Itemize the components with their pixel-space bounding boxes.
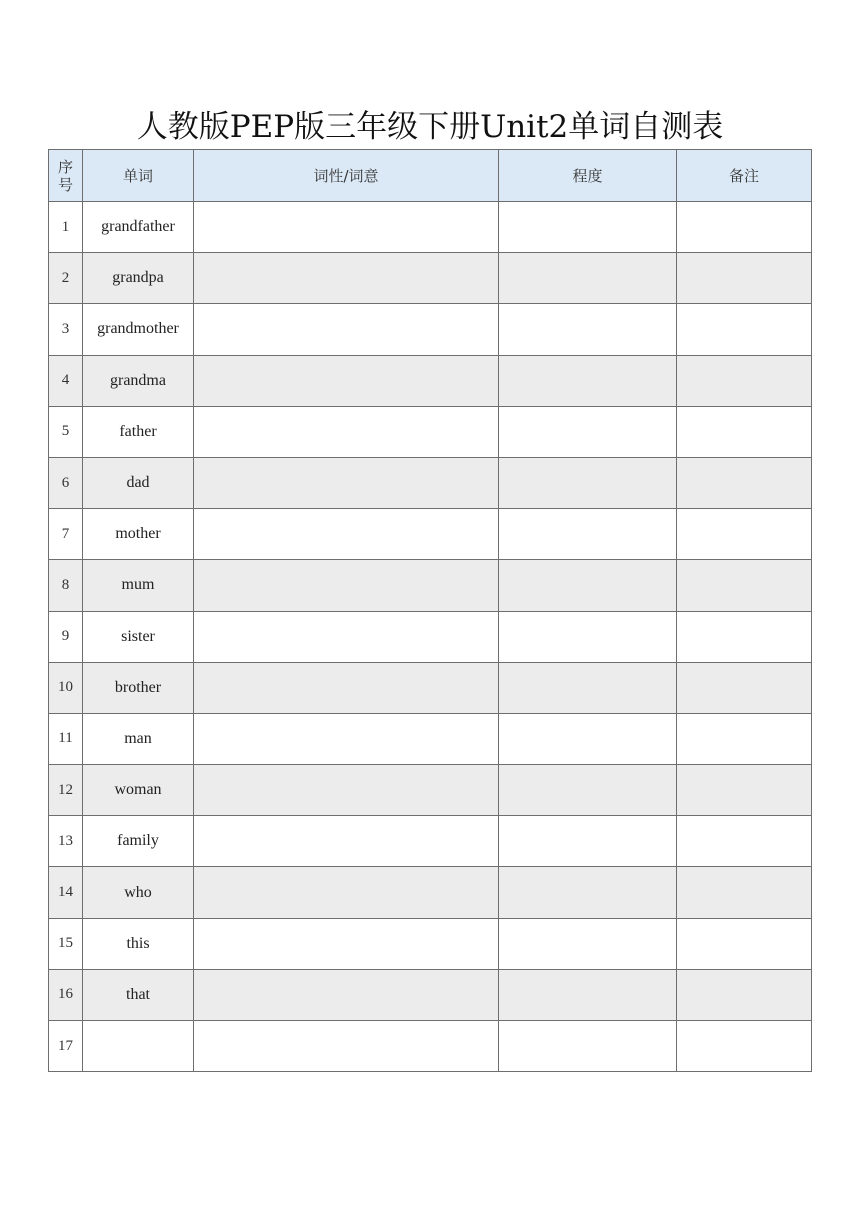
row-note-cell[interactable] bbox=[677, 918, 812, 969]
table-row bbox=[49, 969, 812, 1020]
row-note-cell[interactable] bbox=[677, 509, 812, 560]
row-number: 14 bbox=[49, 867, 83, 918]
row-number: 13 bbox=[49, 816, 83, 867]
row-number: 6 bbox=[49, 457, 83, 508]
header-number-bottom: 号 bbox=[57, 175, 73, 194]
row-meaning-cell[interactable] bbox=[194, 560, 499, 611]
header-meaning: 词性/词意 bbox=[194, 150, 499, 202]
row-level-cell[interactable] bbox=[499, 816, 677, 867]
row-number: 5 bbox=[49, 406, 83, 457]
row-note-cell[interactable] bbox=[677, 406, 812, 457]
table-row bbox=[49, 816, 812, 867]
table-row bbox=[49, 253, 812, 304]
row-word: dad bbox=[83, 457, 194, 508]
table-row bbox=[49, 867, 812, 918]
row-word: woman bbox=[83, 765, 194, 816]
row-meaning-cell[interactable] bbox=[194, 509, 499, 560]
row-note-cell[interactable] bbox=[677, 611, 812, 662]
row-level-cell[interactable] bbox=[499, 713, 677, 764]
header-number-top: 序 bbox=[57, 157, 73, 176]
row-level-cell[interactable] bbox=[499, 1021, 677, 1072]
row-note-cell[interactable] bbox=[677, 969, 812, 1020]
row-number: 1 bbox=[49, 202, 83, 253]
table-row bbox=[49, 918, 812, 969]
row-level-cell[interactable] bbox=[499, 457, 677, 508]
row-note-cell[interactable] bbox=[677, 662, 812, 713]
row-meaning-cell[interactable] bbox=[194, 457, 499, 508]
row-level-cell[interactable] bbox=[499, 611, 677, 662]
row-number: 9 bbox=[49, 611, 83, 662]
table-row bbox=[49, 202, 812, 253]
row-number: 17 bbox=[49, 1021, 83, 1072]
row-word: this bbox=[83, 918, 194, 969]
row-level-cell[interactable] bbox=[499, 202, 677, 253]
header-note: 备注 bbox=[677, 150, 812, 202]
row-note-cell[interactable] bbox=[677, 560, 812, 611]
row-level-cell[interactable] bbox=[499, 304, 677, 355]
row-level-cell[interactable] bbox=[499, 253, 677, 304]
row-note-cell[interactable] bbox=[677, 867, 812, 918]
row-word: that bbox=[83, 969, 194, 1020]
table-row bbox=[49, 509, 812, 560]
row-meaning-cell[interactable] bbox=[194, 713, 499, 764]
row-word: grandfather bbox=[83, 202, 194, 253]
vocabulary-table bbox=[48, 149, 812, 1072]
row-note-cell[interactable] bbox=[677, 765, 812, 816]
table-row bbox=[49, 1021, 812, 1072]
row-meaning-cell[interactable] bbox=[194, 765, 499, 816]
row-level-cell[interactable] bbox=[499, 969, 677, 1020]
header-level: 程度 bbox=[499, 150, 677, 202]
table-header-row bbox=[49, 150, 812, 202]
table-row bbox=[49, 355, 812, 406]
row-word: family bbox=[83, 816, 194, 867]
row-word: grandpa bbox=[83, 253, 194, 304]
row-meaning-cell[interactable] bbox=[194, 969, 499, 1020]
row-number: 11 bbox=[49, 713, 83, 764]
table-row bbox=[49, 765, 812, 816]
row-meaning-cell[interactable] bbox=[194, 816, 499, 867]
row-meaning-cell[interactable] bbox=[194, 867, 499, 918]
row-word: mum bbox=[83, 560, 194, 611]
row-note-cell[interactable] bbox=[677, 253, 812, 304]
row-word: mother bbox=[83, 509, 194, 560]
row-level-cell[interactable] bbox=[499, 867, 677, 918]
page-title: 人教版PEP版三年级下册Unit2单词自测表 bbox=[136, 109, 724, 145]
row-word: brother bbox=[83, 662, 194, 713]
row-meaning-cell[interactable] bbox=[194, 406, 499, 457]
row-number: 10 bbox=[49, 662, 83, 713]
row-note-cell[interactable] bbox=[677, 202, 812, 253]
row-number: 7 bbox=[49, 509, 83, 560]
row-meaning-cell[interactable] bbox=[194, 304, 499, 355]
table-row bbox=[49, 560, 812, 611]
row-level-cell[interactable] bbox=[499, 765, 677, 816]
row-meaning-cell[interactable] bbox=[194, 202, 499, 253]
row-meaning-cell[interactable] bbox=[194, 355, 499, 406]
row-number: 15 bbox=[49, 918, 83, 969]
row-number: 16 bbox=[49, 969, 83, 1020]
table-row bbox=[49, 611, 812, 662]
row-level-cell[interactable] bbox=[499, 355, 677, 406]
table-row bbox=[49, 304, 812, 355]
table-row bbox=[49, 406, 812, 457]
row-word bbox=[83, 1021, 194, 1072]
row-word: who bbox=[83, 867, 194, 918]
row-meaning-cell[interactable] bbox=[194, 1021, 499, 1072]
row-note-cell[interactable] bbox=[677, 304, 812, 355]
row-level-cell[interactable] bbox=[499, 918, 677, 969]
row-number: 8 bbox=[49, 560, 83, 611]
table-row bbox=[49, 457, 812, 508]
row-number: 2 bbox=[49, 253, 83, 304]
row-number: 12 bbox=[49, 765, 83, 816]
row-number: 4 bbox=[49, 355, 83, 406]
row-meaning-cell[interactable] bbox=[194, 611, 499, 662]
header-number bbox=[49, 150, 83, 202]
row-word: sister bbox=[83, 611, 194, 662]
row-level-cell[interactable] bbox=[499, 509, 677, 560]
row-word: man bbox=[83, 713, 194, 764]
row-level-cell[interactable] bbox=[499, 560, 677, 611]
row-meaning-cell[interactable] bbox=[194, 662, 499, 713]
header-word: 单词 bbox=[83, 150, 194, 202]
table-row bbox=[49, 713, 812, 764]
row-word: grandmother bbox=[83, 304, 194, 355]
row-number: 3 bbox=[49, 304, 83, 355]
row-note-cell[interactable] bbox=[677, 355, 812, 406]
row-word: grandma bbox=[83, 355, 194, 406]
row-meaning-cell[interactable] bbox=[194, 918, 499, 969]
row-note-cell[interactable] bbox=[677, 713, 812, 764]
row-note-cell[interactable] bbox=[677, 457, 812, 508]
row-note-cell[interactable] bbox=[677, 816, 812, 867]
table-body bbox=[49, 202, 812, 1072]
row-level-cell[interactable] bbox=[499, 662, 677, 713]
table-row bbox=[49, 662, 812, 713]
row-note-cell[interactable] bbox=[677, 1021, 812, 1072]
row-word: father bbox=[83, 406, 194, 457]
row-level-cell[interactable] bbox=[499, 406, 677, 457]
row-meaning-cell[interactable] bbox=[194, 253, 499, 304]
